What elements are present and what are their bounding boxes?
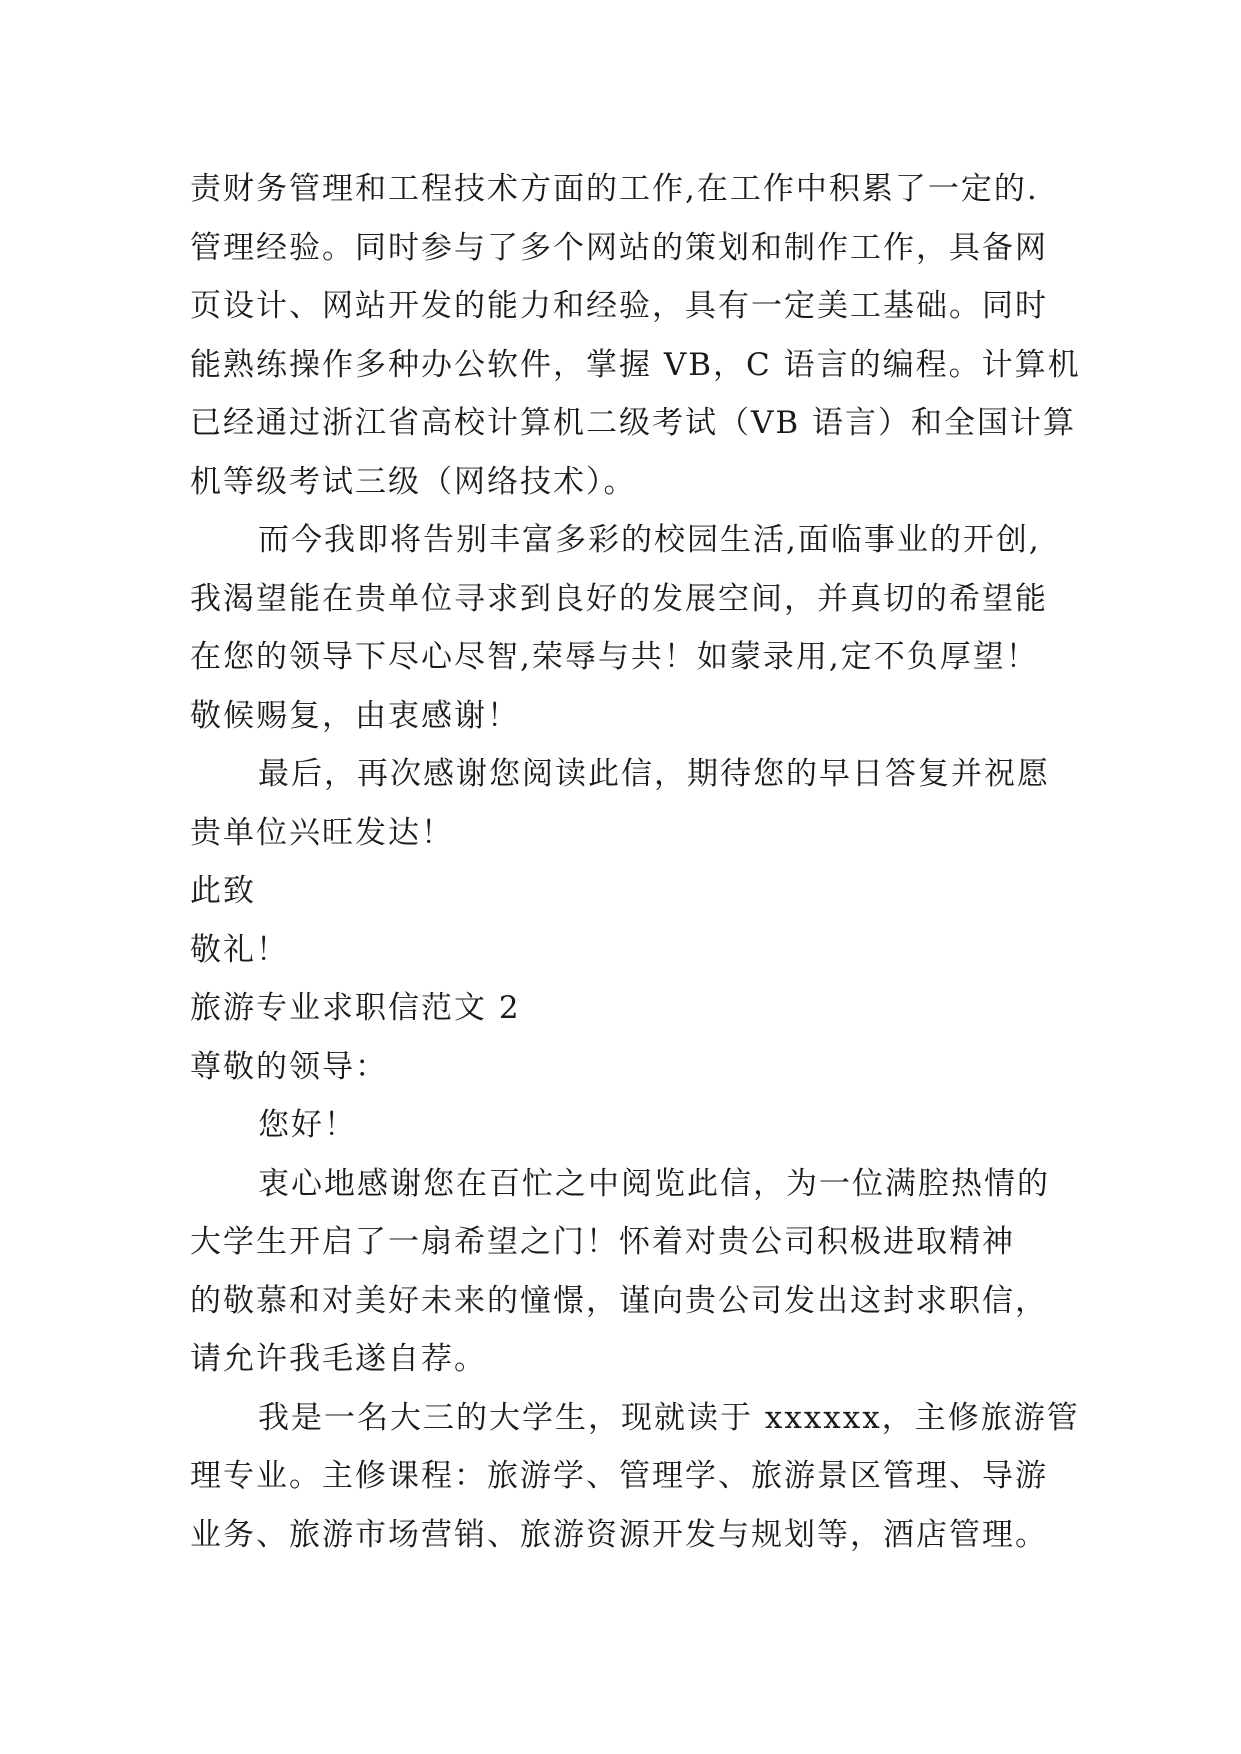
text-line: 业务、旅游市场营销、旅游资源开发与规划等，酒店管理。 bbox=[190, 1516, 1048, 1553]
text-line: 我是一名大三的大学生，现就读于 xxxxxx，主修旅游管 bbox=[258, 1399, 1080, 1436]
text-line: 责财务管理和工程技术方面的工作,在工作中积累了一定的. bbox=[190, 171, 1039, 207]
text-line: 尊敬的领导： bbox=[190, 1048, 388, 1085]
text-line: 衷心地感谢您在百忙之中阅览此信，为一位满腔热情的 bbox=[258, 1165, 1050, 1202]
text-line: 机等级考试三级（网络技术）。 bbox=[190, 463, 637, 500]
text-line: 您好！ bbox=[258, 1107, 357, 1143]
text-line: 在您的领导下尽心尽智,荣辱与共！如蒙录用,定不负厚望！ bbox=[190, 639, 1039, 675]
text-line: 敬礼！ bbox=[190, 931, 289, 968]
text-line: 此致 bbox=[190, 873, 256, 909]
text-line: 旅游专业求职信范文 2 bbox=[190, 990, 521, 1026]
text-line: 大学生开启了一扇希望之门！怀着对贵公司积极进取精神 bbox=[190, 1224, 1015, 1260]
text-line: 而今我即将告别丰富多彩的校园生活,面临事业的开创, bbox=[258, 522, 1041, 558]
text-line: 敬候赐复，由衷感谢！ bbox=[190, 697, 520, 734]
text-line: 最后，再次感谢您阅读此信，期待您的早日答复并祝愿 bbox=[258, 756, 1050, 792]
text-line: 已经通过浙江省高校计算机二级考试（VB 语言）和全国计算 bbox=[190, 405, 1077, 441]
text-line: 贵单位兴旺发达！ bbox=[190, 814, 454, 851]
text-line: 能熟练操作多种办公软件，掌握 VB，C 语言的编程。计算机 bbox=[190, 346, 1081, 383]
text-line: 页设计、网站开发的能力和经验，具有一定美工基础。同时 bbox=[190, 288, 1048, 324]
text-line: 管理经验。同时参与了多个网站的策划和制作工作，具备网 bbox=[190, 229, 1048, 266]
document-body bbox=[190, 160, 1081, 1564]
text-line: 请允许我毛遂自荐。 bbox=[190, 1341, 487, 1377]
text-line: 理专业。主修课程：旅游学、管理学、旅游景区管理、导游 bbox=[190, 1458, 1048, 1494]
text-line: 我渴望能在贵单位寻求到良好的发展空间，并真切的希望能 bbox=[190, 580, 1048, 617]
text-line: 的敬慕和对美好未来的憧憬，谨向贵公司发出这封求职信， bbox=[190, 1282, 1048, 1319]
